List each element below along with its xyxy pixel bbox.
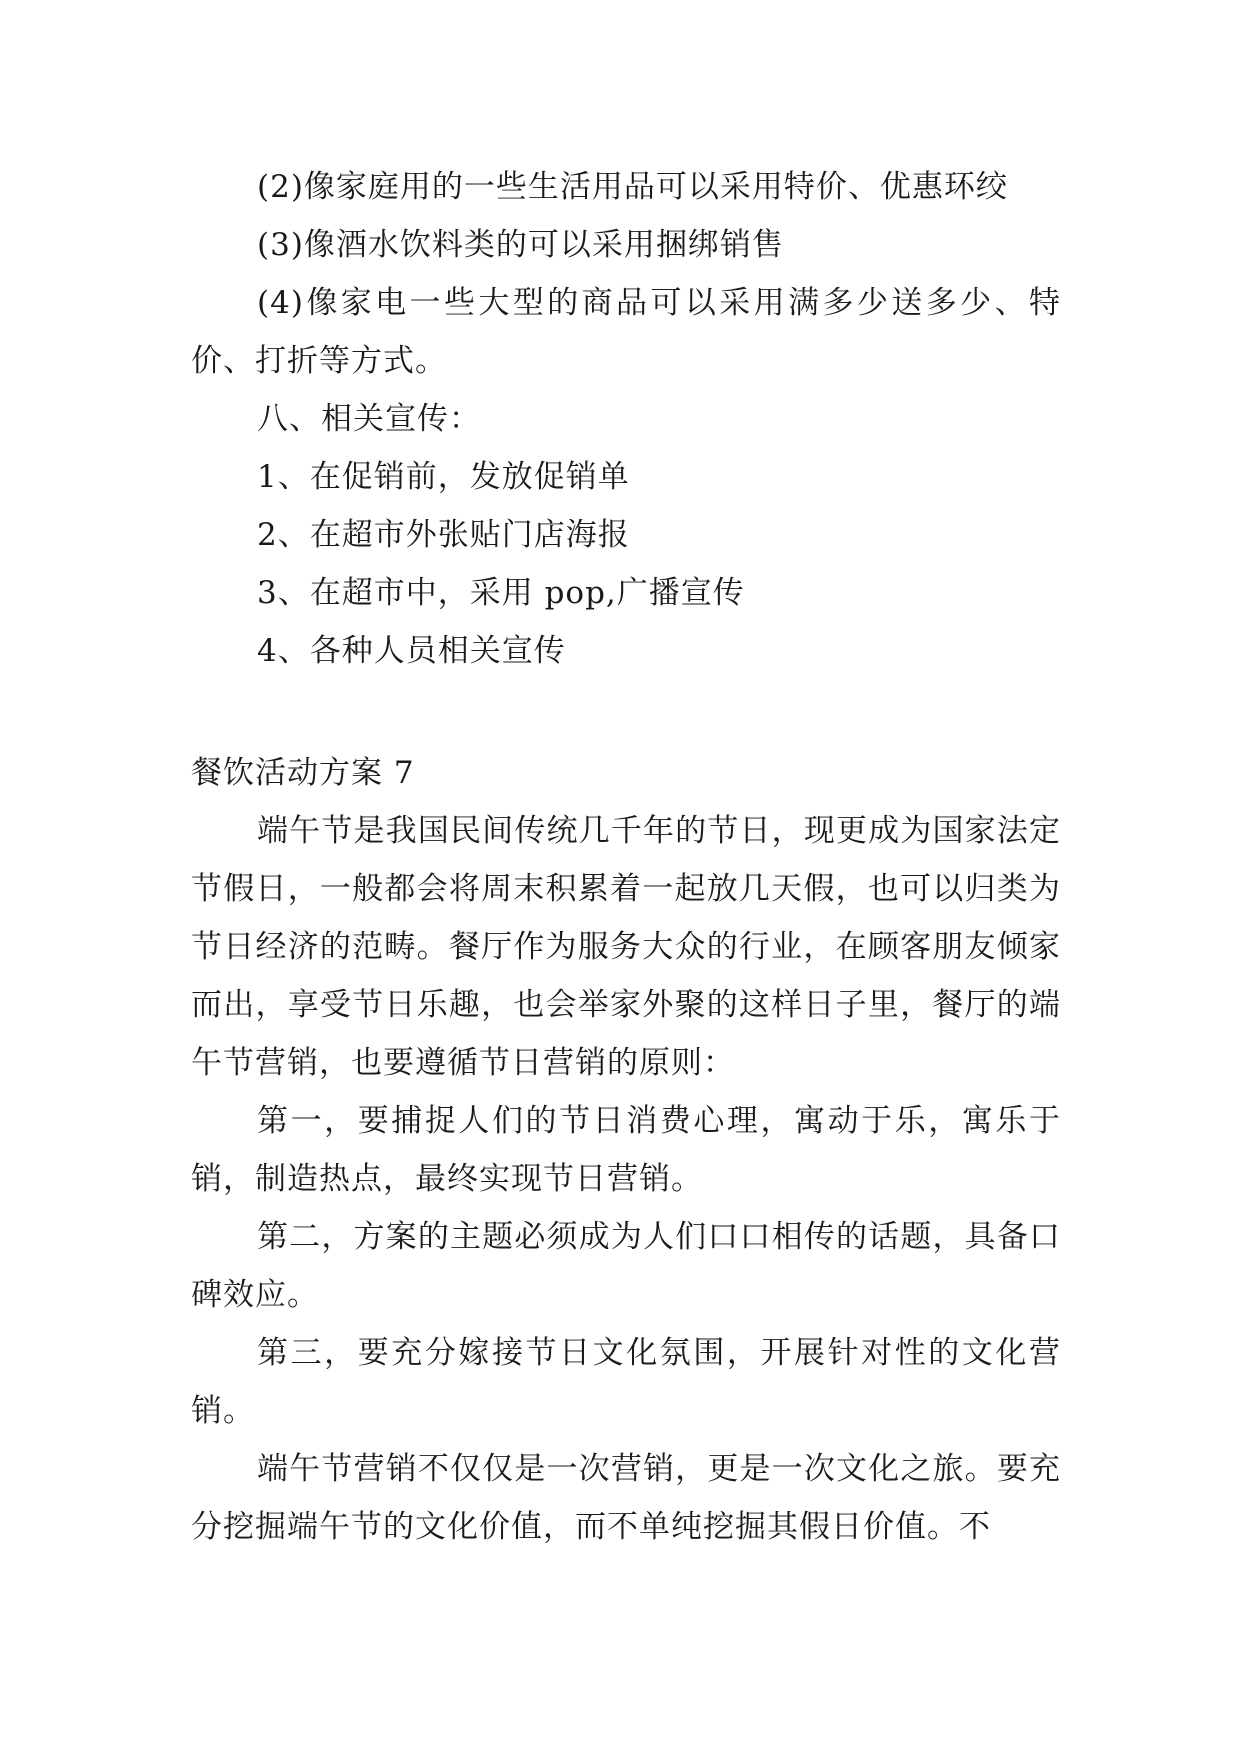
section-title: 餐饮活动方案 7 [191,755,415,791]
list-item: 4、各种人员相关宣传 [257,633,566,669]
list-item: 1、在促销前，发放促销单 [257,459,630,495]
list-item: (4)像家电一些大型的商品可以采用满多少送多少、特价、打折等方式。 [191,285,1061,379]
paragraph: 第二，方案的主题必须成为人们口口相传的话题，具备口碑效应。 [191,1219,1061,1313]
list-item: (3)像酒水饮料类的可以采用捆绑销售 [257,227,784,263]
section-heading: 八、相关宣传： [257,401,481,437]
list-item: 2、在超市外张贴门店海报 [257,517,630,553]
paragraph: 第三，要充分嫁接节日文化氛围，开展针对性的文化营销。 [191,1335,1061,1429]
section-gap [191,680,1061,744]
paragraph: 第一，要捕捉人们的节日消费心理，寓动于乐，寓乐于销，制造热点，最终实现节日营销。 [191,1103,1061,1197]
list-item: (2)像家庭用的一些生活用品可以采用特价、优惠环绞 [257,169,1008,205]
paragraph: 端午节是我国民间传统几千年的节日，现更成为国家法定节假日，一般都会将周末积累着一起放几天假，也可以归类为节日经济的范畴。餐厅作为服务大众的行业，在顾客朋友倾家而出，享受节日乐趣，也会举家外聚的这样日子里，餐厅的端午节营销，也要遵循节日营销的原则： [191,813,1061,1081]
paragraph: 端午节营销不仅仅是一次营销，更是一次文化之旅。要充分挖掘端午节的文化价值，而不单纯挖掘其假日价值。不 [191,1451,1061,1545]
list-item: 3、在超市中，采用 pop,广播宣传 [257,575,745,611]
document-body [191,158,1061,1556]
